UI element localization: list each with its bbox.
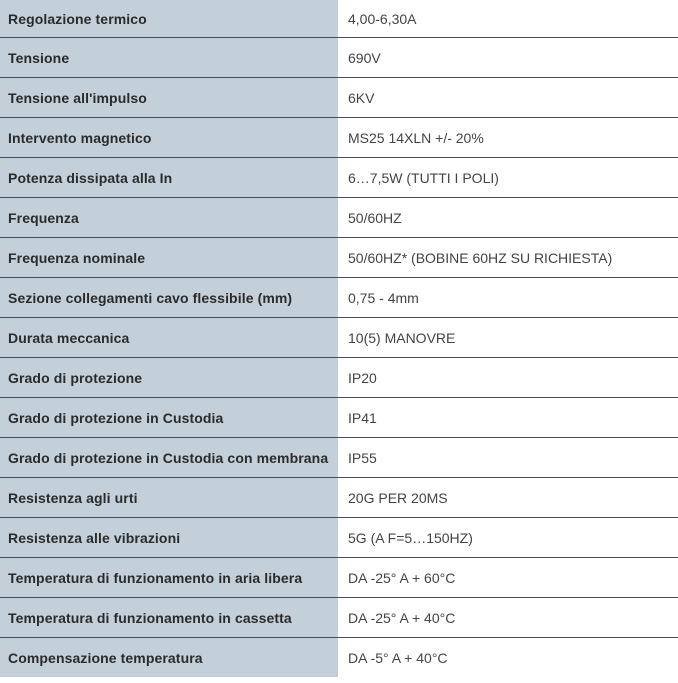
spec-label: Compensazione temperatura xyxy=(0,638,338,678)
spec-value: 50/60HZ xyxy=(338,198,678,238)
spec-value: 10(5) MANOVRE xyxy=(338,318,678,358)
spec-value: 0,75 - 4mm xyxy=(338,278,678,318)
table-row xyxy=(0,0,678,38)
spec-value: DA -25° A + 60°C xyxy=(338,558,678,598)
spec-label: Regolazione termico xyxy=(0,0,338,38)
spec-value: 4,00-6,30A xyxy=(338,0,678,38)
spec-label: Tensione xyxy=(0,38,338,78)
spec-label: Tensione all'impulso xyxy=(0,78,338,118)
table-row xyxy=(0,278,678,318)
table-row xyxy=(0,598,678,638)
spec-value: 6KV xyxy=(338,78,678,118)
spec-value: 20G PER 20MS xyxy=(338,478,678,518)
spec-value: DA -5° A + 40°C xyxy=(338,638,678,678)
table-row xyxy=(0,558,678,598)
table-row xyxy=(0,238,678,278)
table-row xyxy=(0,318,678,358)
spec-value: 690V xyxy=(338,38,678,78)
table-row xyxy=(0,118,678,158)
table-row xyxy=(0,38,678,78)
spec-label: Frequenza xyxy=(0,198,338,238)
table-row xyxy=(0,438,678,478)
table-row xyxy=(0,158,678,198)
spec-label: Temperatura di funzionamento in cassetta xyxy=(0,598,338,638)
spec-label: Temperatura di funzionamento in aria libera xyxy=(0,558,338,598)
spec-label: Intervento magnetico xyxy=(0,118,338,158)
spec-label: Durata meccanica xyxy=(0,318,338,358)
table-row xyxy=(0,398,678,438)
table-row xyxy=(0,358,678,398)
spec-value: 50/60HZ* (BOBINE 60HZ SU RICHIESTA) xyxy=(338,238,678,278)
spec-value: IP55 xyxy=(338,438,678,478)
spec-label: Sezione collegamenti cavo flessibile (mm) xyxy=(0,278,338,318)
spec-value: 5G (A F=5…150HZ) xyxy=(338,518,678,558)
table-row xyxy=(0,478,678,518)
spec-label: Resistenza agli urti xyxy=(0,478,338,518)
table-row xyxy=(0,78,678,118)
spec-label: Frequenza nominale xyxy=(0,238,338,278)
spec-value: IP20 xyxy=(338,358,678,398)
spec-label: Resistenza alle vibrazioni xyxy=(0,518,338,558)
spec-value: MS25 14XLN +/- 20% xyxy=(338,118,678,158)
spec-label: Grado di protezione xyxy=(0,358,338,398)
spec-label: Grado di protezione in Custodia xyxy=(0,398,338,438)
table-row xyxy=(0,518,678,558)
spec-label: Grado di protezione in Custodia con membrana xyxy=(0,438,338,478)
spec-value: DA -25° A + 40°C xyxy=(338,598,678,638)
spec-value: 6…7,5W (TUTTI I POLI) xyxy=(338,158,678,198)
spec-value: IP41 xyxy=(338,398,678,438)
table-row xyxy=(0,638,678,678)
table-row xyxy=(0,198,678,238)
spec-label: Potenza dissipata alla In xyxy=(0,158,338,198)
